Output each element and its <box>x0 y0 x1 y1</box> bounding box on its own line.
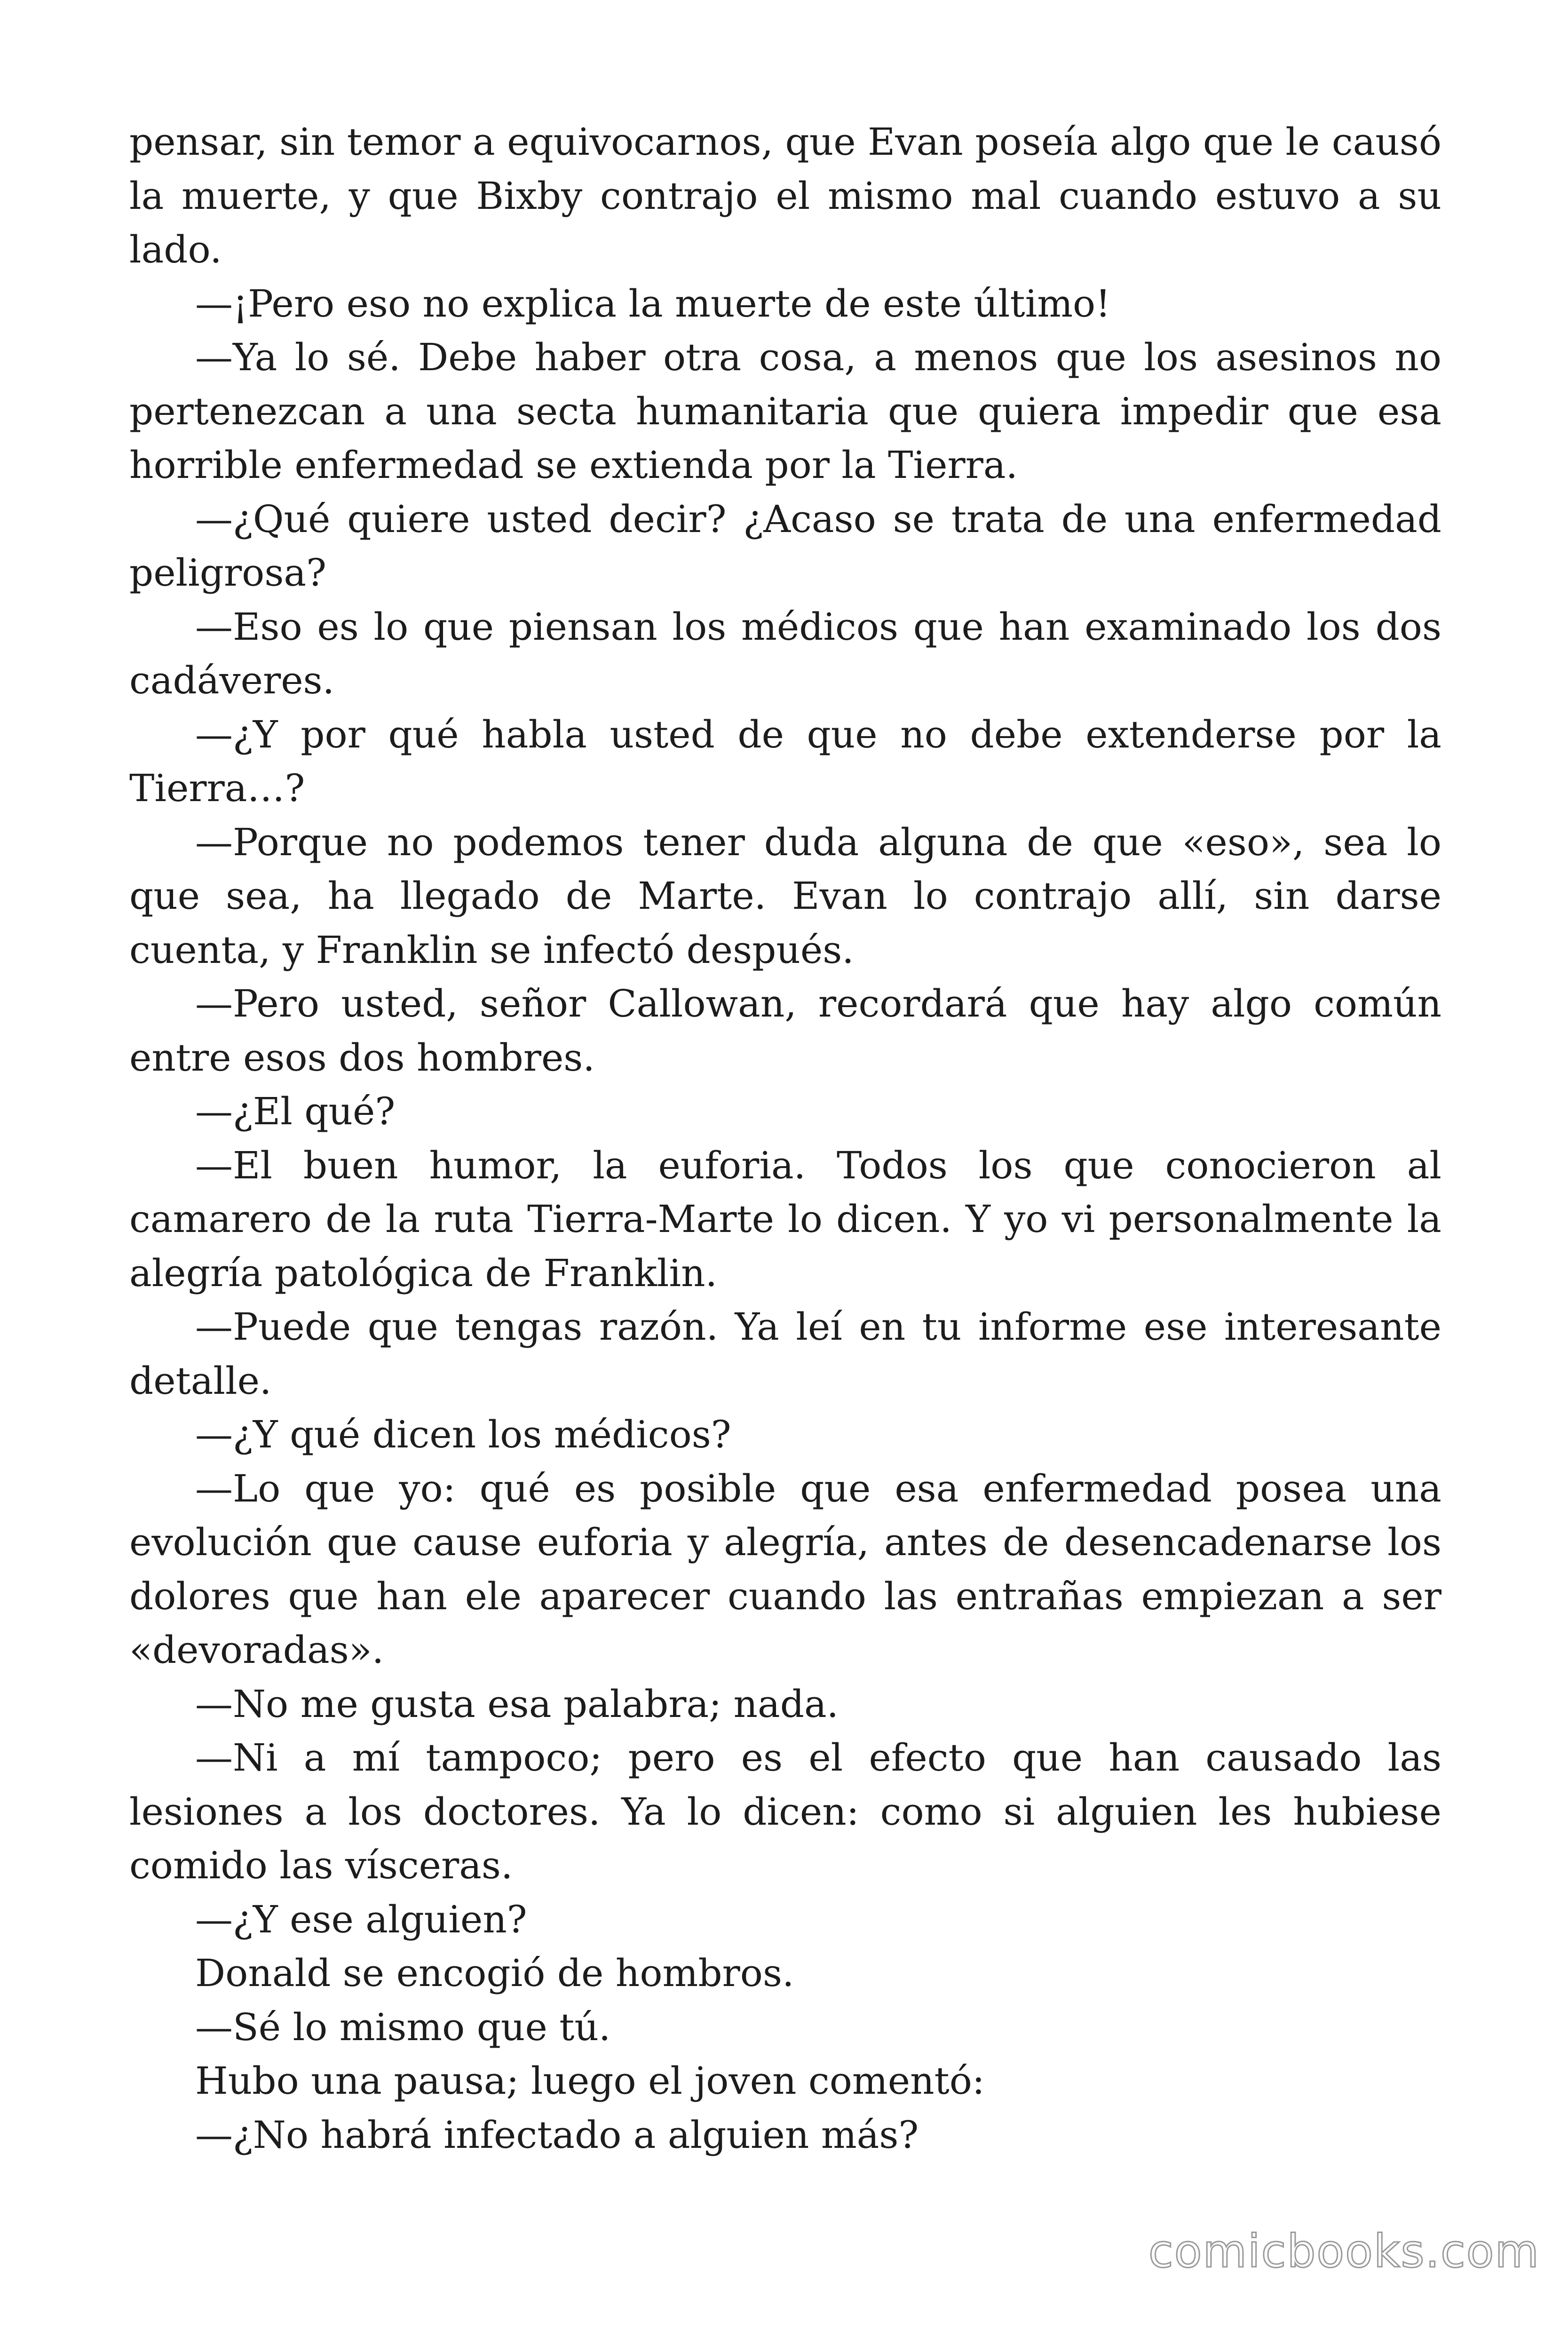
paragraph: —Sé lo mismo que tú. <box>195 2005 611 2049</box>
paragraph: —¡Pero eso no explica la muerte de este último! <box>195 281 1111 326</box>
paragraph: Hubo una pausa; luego el joven comentó: <box>195 2059 985 2103</box>
paragraph: —Eso es lo que piensan los médicos que han examinado los dos cadáveres. <box>129 604 1441 702</box>
paragraph: —Ya lo sé. Debe haber otra cosa, a menos que los asesinos no pertenezcan a una secta humanitaria que quiera impedir que esa horrible enfermedad se extienda por la Tierra. <box>129 335 1441 487</box>
paragraph: —¿No habrá infectado a alguien más? <box>195 2113 919 2157</box>
paragraph: Donald se encogió de hombros. <box>195 1951 794 1995</box>
paragraph: —¿Y qué dicen los médicos? <box>195 1413 731 1456</box>
paragraph: —¿El qué? <box>195 1089 396 1133</box>
paragraph: —¿Qué quiere usted decir? ¿Acaso se trata de una enfermedad peligrosa? <box>129 497 1441 595</box>
paragraph: —Porque no podemos tener duda alguna de que «eso», sea lo que sea, ha llegado de Marte. Evan lo contrajo allí, sin darse cuenta, y Franklin se infectó después. <box>129 820 1441 972</box>
paragraph: —No me gusta esa palabra; nada. <box>195 1682 839 1726</box>
paragraph: —Pero usted, señor Callowan, recordará que hay algo común entre esos dos hombres. <box>129 982 1441 1080</box>
paragraph: —Lo que yo: qué es posible que esa enfermedad posea una evolución que cause euforia y alegría, antes de desencadenarse los dolores que han ele aparecer cuando las entrañas empiezan a ser «devoradas». <box>129 1466 1441 1672</box>
paragraph: —El buen humor, la euforia. Todos los que conocieron al camarero de la ruta Tierra-Marte lo dicen. Y yo vi personalmente la alegría patológica de Franklin. <box>129 1143 1441 1295</box>
paragraph: —¿Y ese alguien? <box>195 1897 527 1941</box>
paragraph: —Puede que tengas razón. Ya leí en tu informe ese interesante detalle. <box>129 1305 1441 1403</box>
paragraph: pensar, sin temor a equivocarnos, que Evan poseía algo que le causó la muerte, y que Bixby contrajo el mismo mal cuando estuvo a su lado. <box>129 120 1441 271</box>
paragraph: —¿Y por qué habla usted de que no debe extenderse por la Tierra…? <box>129 712 1441 810</box>
watermark: comicbooks.com <box>1148 2225 1540 2278</box>
paragraph: —Ni a mí tampoco; pero es el efecto que han causado las lesiones a los doctores. Ya lo dicen: como si alguien les hubiese comido las vísceras. <box>129 1736 1441 1887</box>
page-text <box>129 115 1441 2162</box>
